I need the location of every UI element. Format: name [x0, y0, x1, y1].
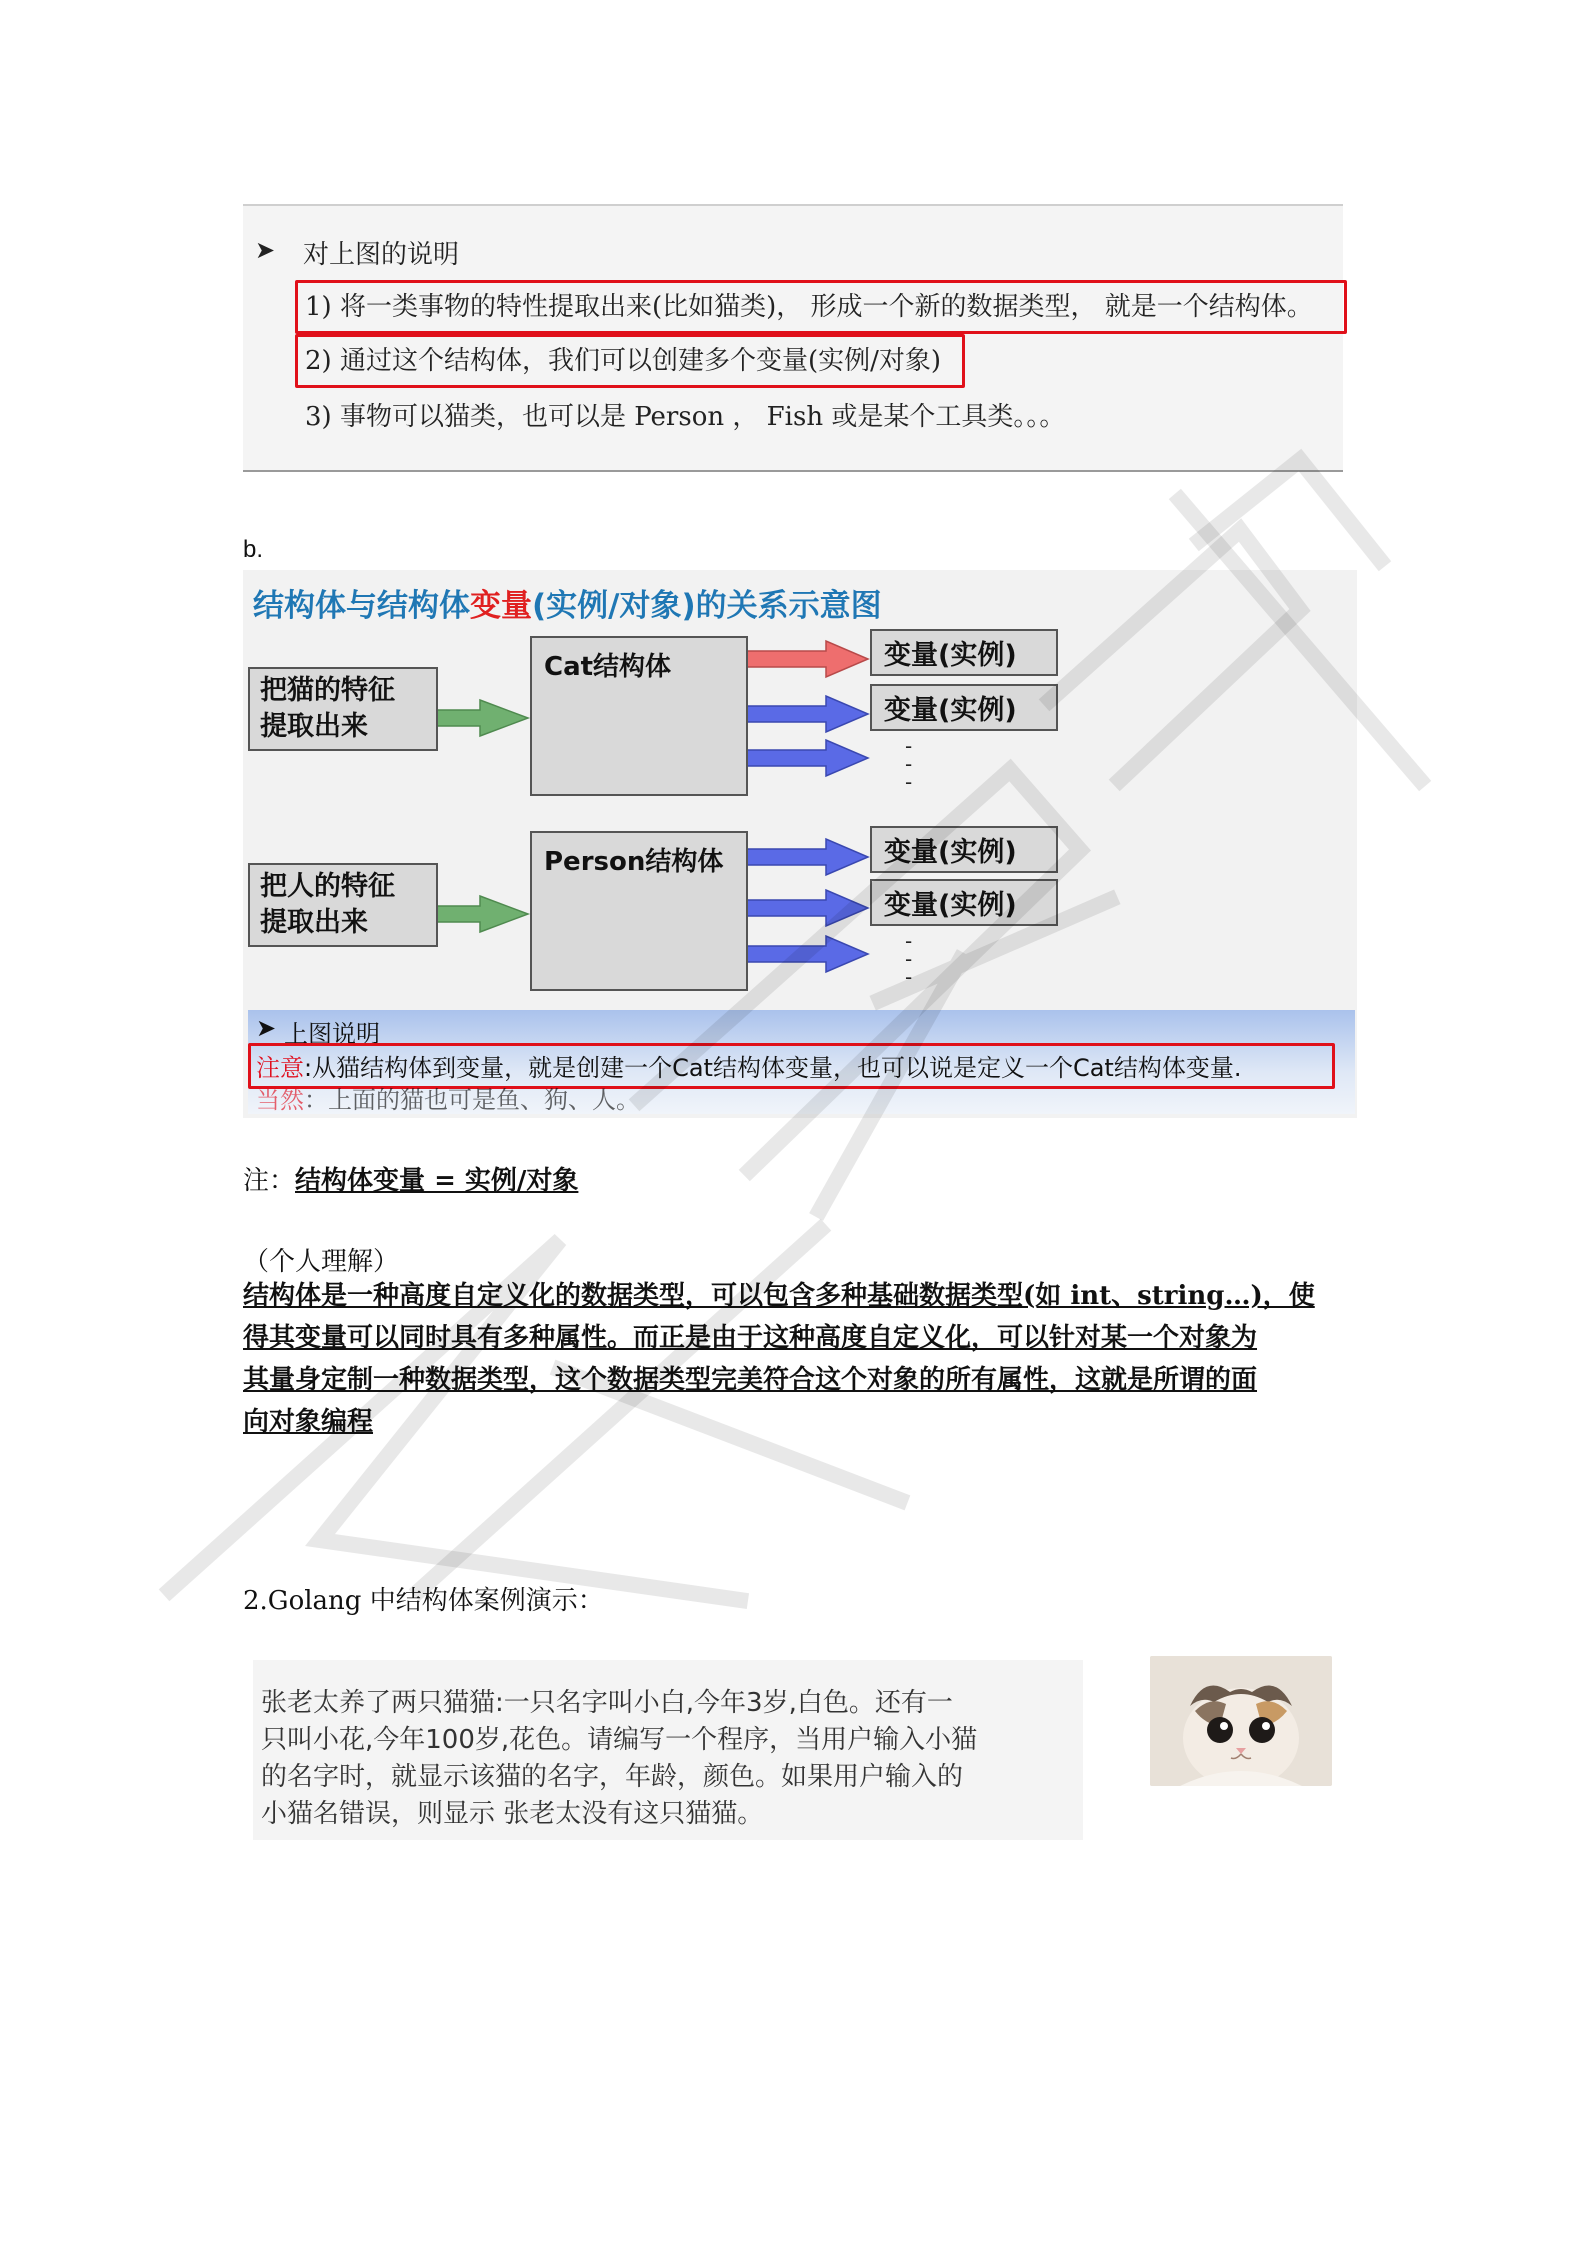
person-struct-label: Person结构体	[544, 847, 724, 877]
cat-feature-box	[248, 667, 438, 751]
cat-feature-line2: 提取出来	[260, 711, 368, 742]
note-equation: 结构体变量 = 实例/对象	[295, 1166, 579, 1196]
cat-var-box-1	[870, 629, 1058, 676]
person-var-label-1: 变量(实例)	[884, 837, 1017, 868]
explanation-item-2: 2) 通过这个结构体，我们可以创建多个变量(实例/对象)	[305, 346, 941, 376]
person-var-label-2: 变量(实例)	[884, 890, 1017, 921]
case-line-3: 的名字时，就显示该猫的名字，年龄，颜色。如果用户输入的	[261, 1762, 964, 1792]
struct-var-note	[243, 1160, 578, 1197]
note-line-2	[256, 1080, 640, 1115]
note-line-1	[256, 1048, 1241, 1083]
explanation-item-1: 1) 将一类事物的特性提取出来(比如猫类)， 形成一个新的数据类型， 就是一个结构体。	[305, 292, 1313, 322]
note2-text: ：上面的猫也可是鱼、狗、人。	[304, 1086, 640, 1114]
person-ellipsis-dots	[905, 929, 913, 989]
person-var-box-1	[870, 826, 1058, 873]
explanation-item-3: 3) 事物可以猫类，也可以是 Person ， Fish 或是某个工具类。。。	[305, 402, 1066, 432]
person-feature-line1: 把人的特征	[260, 871, 395, 902]
dot: -	[905, 929, 913, 953]
paragraph-line-3: 其量身定制一种数据类型，这个数据类型完美符合这个对象的所有属性，这就是所谓的面	[243, 1365, 1258, 1395]
cat-var-box-2	[870, 684, 1058, 731]
paragraph-line-1: 结构体是一种高度自定义化的数据类型，可以包含多种基础数据类型(如 int、string…)，使	[243, 1281, 1315, 1311]
person-feature-box	[248, 863, 438, 947]
dot: -	[905, 947, 913, 971]
case-line-2: 只叫小花,今年100岁,花色。请编写一个程序，当用户输入小猫	[261, 1725, 978, 1755]
person-var-box-2	[870, 879, 1058, 926]
cat-var-label-1: 变量(实例)	[884, 640, 1017, 671]
person-struct-box	[530, 831, 748, 991]
person-feature-line2: 提取出来	[260, 907, 368, 938]
case-description-screenshot	[253, 1660, 1083, 1840]
explanation-screenshot	[243, 204, 1343, 472]
note2-red-label: 当然	[256, 1086, 304, 1114]
note-prefix: 注：	[243, 1166, 296, 1196]
section2-heading: 2.Golang 中结构体案例演示：	[243, 1586, 604, 1616]
section-label-b: b.	[243, 536, 264, 563]
dot: -	[905, 734, 913, 758]
paragraph-line-2: 得其变量可以同时具有多种属性。而正是由于这种高度自定义化，可以针对某一个对象为	[243, 1323, 1258, 1353]
cat-feature-line1: 把猫的特征	[260, 675, 395, 706]
diagram-title-red: 变量	[470, 588, 532, 624]
cat-struct-label: Cat结构体	[544, 652, 672, 682]
dot: -	[905, 770, 913, 794]
personal-heading: （个人理解）	[243, 1247, 400, 1277]
dot: -	[905, 965, 913, 989]
note-arrow-icon: ➤	[256, 1014, 277, 1042]
note-heading: 上图说明	[284, 1020, 380, 1048]
diagram-title-part1: 结构体与结构体	[253, 588, 470, 624]
dot: -	[905, 752, 913, 776]
cat-struct-box	[530, 636, 748, 796]
diagram-title-part2: (实例/对象)的关系示意图	[532, 588, 882, 624]
bullet-arrow-icon: ➤	[255, 236, 276, 264]
kitten-illustration	[1150, 1656, 1332, 1786]
green-arrow-person	[430, 896, 528, 932]
note-text: :从猫结构体到变量，就是创建一个Cat结构体变量，也可以说是定义一个Cat结构体变量.	[304, 1054, 1242, 1082]
kitten-photo	[1150, 1656, 1332, 1786]
cat-ellipsis-dots	[905, 734, 913, 794]
paragraph-line-4: 向对象编程	[243, 1407, 374, 1437]
cat-var-label-2: 变量(实例)	[884, 695, 1017, 726]
note-red-label: 注意	[256, 1054, 304, 1082]
explanation-heading: 对上图的说明	[303, 240, 460, 270]
struct-relation-diagram	[243, 570, 1357, 1118]
green-arrow-cat	[430, 700, 528, 736]
case-line-4: 小猫名错误，则显示 张老太没有这只猫猫。	[261, 1799, 764, 1829]
diagram-note-strip	[248, 1010, 1355, 1114]
case-line-1: 张老太养了两只猫猫:一只名字叫小白,今年3岁,白色。还有一	[261, 1688, 953, 1718]
personal-paragraph	[243, 1275, 1358, 1443]
